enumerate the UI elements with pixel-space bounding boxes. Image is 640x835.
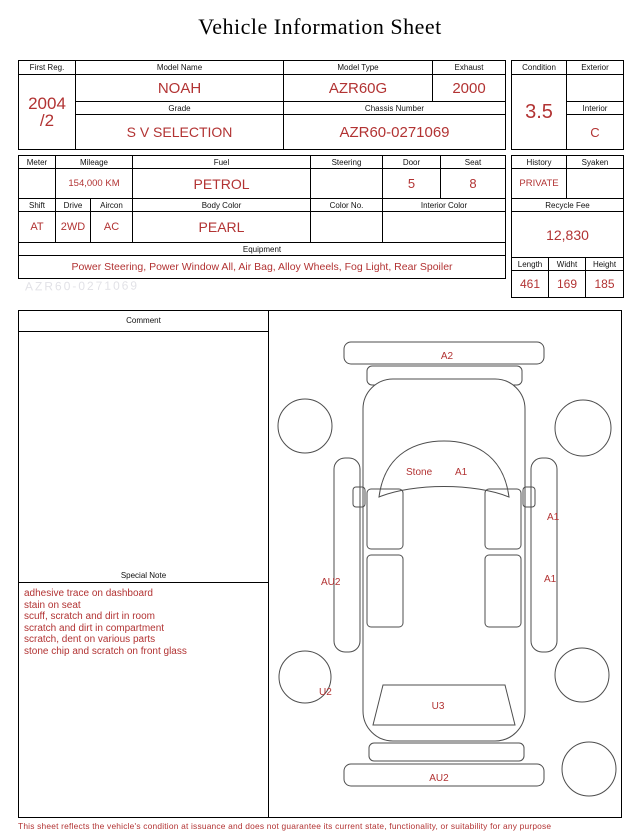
main-info-table — [18, 60, 506, 150]
mark-rear-left: U2 — [319, 687, 332, 698]
grade-value: S V SELECTION — [76, 115, 284, 150]
width-value: 169 — [549, 271, 586, 298]
special-note-line: scratch, dent on various parts — [24, 634, 156, 645]
special-note-line: scratch and dirt in compartment — [24, 622, 165, 634]
fuel-value: PETROL — [133, 169, 311, 199]
equipment-label: Equipment — [19, 243, 506, 256]
length-value: 461 — [512, 271, 549, 298]
exterior-value — [567, 75, 624, 102]
recycle-fee-label: Recycle Fee — [512, 199, 624, 212]
first-reg-year: 2004 — [28, 94, 66, 113]
aircon-label: Aircon — [91, 199, 133, 212]
length-label: Length — [512, 258, 549, 271]
first-reg-label: First Reg. — [19, 61, 76, 75]
equipment-value: Power Steering, Power Window All, Air Bag, Alloy Wheels, Fog Light, Rear Spoiler — [19, 256, 506, 279]
details-band — [18, 155, 624, 298]
mark-windshield: A1 — [455, 467, 468, 478]
special-note-line: stain on seat — [24, 599, 81, 611]
special-note-line: scuff, scratch and dirt in room — [24, 611, 155, 622]
chassis-number-label: Chassis Number — [284, 102, 506, 115]
exterior-label: Exterior — [567, 61, 624, 75]
recycle-fee-table — [511, 198, 624, 258]
special-note-list — [19, 583, 268, 817]
condition-value: 3.5 — [512, 75, 567, 150]
meter-label: Meter — [19, 156, 56, 169]
model-type-label: Model Type — [284, 61, 433, 75]
comment-panel — [19, 311, 269, 817]
seat-label: Seat — [441, 156, 506, 169]
bottom-section — [18, 310, 622, 818]
shift-value: AT — [19, 212, 56, 243]
height-label: Height — [586, 258, 624, 271]
right-side-panel — [531, 458, 557, 652]
body-color-label: Body Color — [133, 199, 311, 212]
special-note-label: Special Note — [19, 568, 268, 583]
steering-value — [311, 169, 383, 199]
history-table — [511, 155, 624, 199]
chassis-number-value: AZR60-0271069 — [284, 115, 506, 150]
mileage-value: 154,000 KM — [56, 169, 133, 199]
car-damage-diagram — [269, 311, 622, 817]
body-color-value: PEARL — [133, 212, 311, 243]
shift-label: Shift — [19, 199, 56, 212]
wheel-front-right — [555, 400, 611, 456]
door-value: 5 — [383, 169, 441, 199]
seat-value: 8 — [441, 169, 506, 199]
special-note-line: adhesive trace on dashboard — [24, 588, 153, 599]
condition-table — [511, 60, 624, 150]
interior-color-value — [383, 212, 506, 243]
syaken-value — [567, 169, 624, 199]
mark-right-front-door: A1 — [547, 512, 560, 523]
exhaust-label: Exhaust — [433, 61, 506, 75]
mark-windshield-stone: Stone — [406, 467, 433, 478]
ghost-print-artifact: AZR60-0271069 — [24, 278, 140, 294]
recycle-fee-value: 12,830 — [512, 212, 624, 258]
details-table — [18, 155, 506, 279]
side-column — [511, 155, 624, 298]
comment-label: Comment — [19, 311, 268, 332]
model-name-label: Model Name — [76, 61, 284, 75]
mark-left-door: AU2 — [321, 577, 341, 588]
exhaust-value: 2000 — [433, 75, 506, 102]
trunk-lid — [369, 743, 524, 761]
interior-color-label: Interior Color — [383, 199, 506, 212]
history-value: PRIVATE — [512, 169, 567, 199]
first-reg-month: /2 — [39, 111, 55, 130]
wheel-rear-right — [555, 648, 609, 702]
color-no-value — [311, 212, 383, 243]
registration-band — [18, 60, 624, 150]
car-body-outline — [363, 379, 525, 741]
mark-rear-bumper: AU2 — [429, 773, 449, 784]
spare-wheel — [562, 742, 616, 796]
dimensions-table — [511, 257, 624, 298]
model-name-value: NOAH — [76, 75, 284, 102]
mark-rear-window: U3 — [431, 701, 445, 712]
disclaimer-text: This sheet reflects the vehicle's condition at issuance and does not guarantee its current state, functionality, or suitability for any purpose — [18, 821, 552, 831]
mark-right-rear-door: A1 — [544, 574, 557, 585]
page-title: Vehicle Information Sheet — [198, 14, 442, 39]
color-no-label: Color No. — [311, 199, 383, 212]
interior-label: Interior — [567, 102, 624, 115]
drive-value: 2WD — [56, 212, 91, 243]
wheel-front-left — [278, 399, 332, 453]
mark-front-bumper: A2 — [440, 351, 454, 362]
comment-body — [19, 332, 268, 568]
syaken-label: Syaken — [567, 156, 624, 169]
drive-label: Drive — [56, 199, 91, 212]
mileage-label: Mileage — [56, 156, 133, 169]
meter-value — [19, 169, 56, 199]
door-label: Door — [383, 156, 441, 169]
aircon-value: AC — [91, 212, 133, 243]
steering-label: Steering — [311, 156, 383, 169]
model-type-value: AZR60G — [284, 75, 433, 102]
diagram-panel — [269, 311, 621, 817]
special-note-line: stone chip and scratch on front glass — [24, 645, 187, 657]
condition-label: Condition — [512, 61, 567, 75]
fuel-label: Fuel — [133, 156, 311, 169]
interior-value: C — [567, 115, 624, 150]
width-label: Widht — [549, 258, 586, 271]
grade-label: Grade — [76, 102, 284, 115]
first-reg-value — [19, 75, 76, 150]
height-value: 185 — [586, 271, 624, 298]
history-label: History — [512, 156, 567, 169]
